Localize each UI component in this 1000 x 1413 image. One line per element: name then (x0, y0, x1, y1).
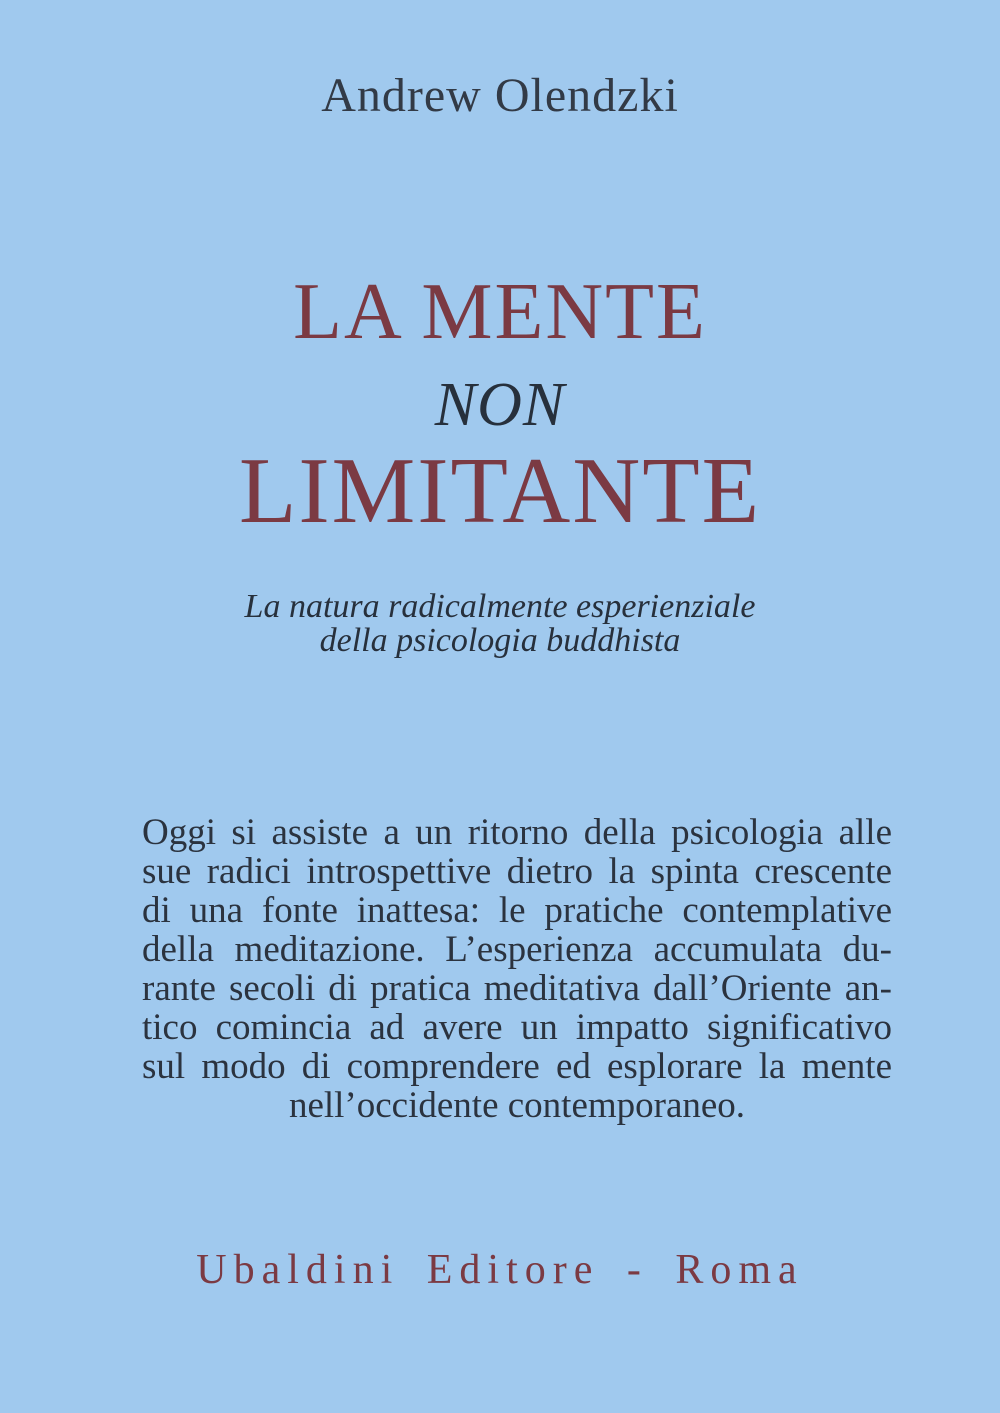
title-line-non: NON (434, 371, 566, 439)
blurb-line: nell’occidente contemporaneo. (288, 1085, 746, 1126)
blurb-line: della meditazione. L’esperienza accumulata du- (142, 929, 892, 970)
blurb-line: rante secoli di pratica meditativa dall’Oriente an- (142, 968, 892, 1009)
blurb-line: sul modo di comprendere ed esplorare la mente (142, 1046, 892, 1087)
blurb-line: tico comincia ad avere un impatto significativo (142, 1007, 892, 1048)
publisher-imprint: Ubaldini Editore - Roma (196, 1247, 804, 1293)
title-line-la-mente: LA MENTE (293, 268, 707, 356)
title-line-limitante: LIMITANTE (238, 439, 762, 543)
blurb-line: Oggi si assiste a un ritorno della psicologia alle (142, 812, 892, 853)
subtitle-line-1: La natura radicalmente esperienziale (244, 588, 756, 625)
back-cover-blurb (142, 813, 892, 1125)
subtitle (0, 590, 1000, 658)
blurb-line: di una fonte inattesa: le pratiche contemplative (142, 890, 892, 931)
blurb-line: sue radici introspettive dietro la spinta crescente (142, 851, 892, 892)
author-name: Andrew Olendzki (321, 69, 679, 122)
subtitle-line-2: della psicologia buddhista (319, 622, 681, 659)
